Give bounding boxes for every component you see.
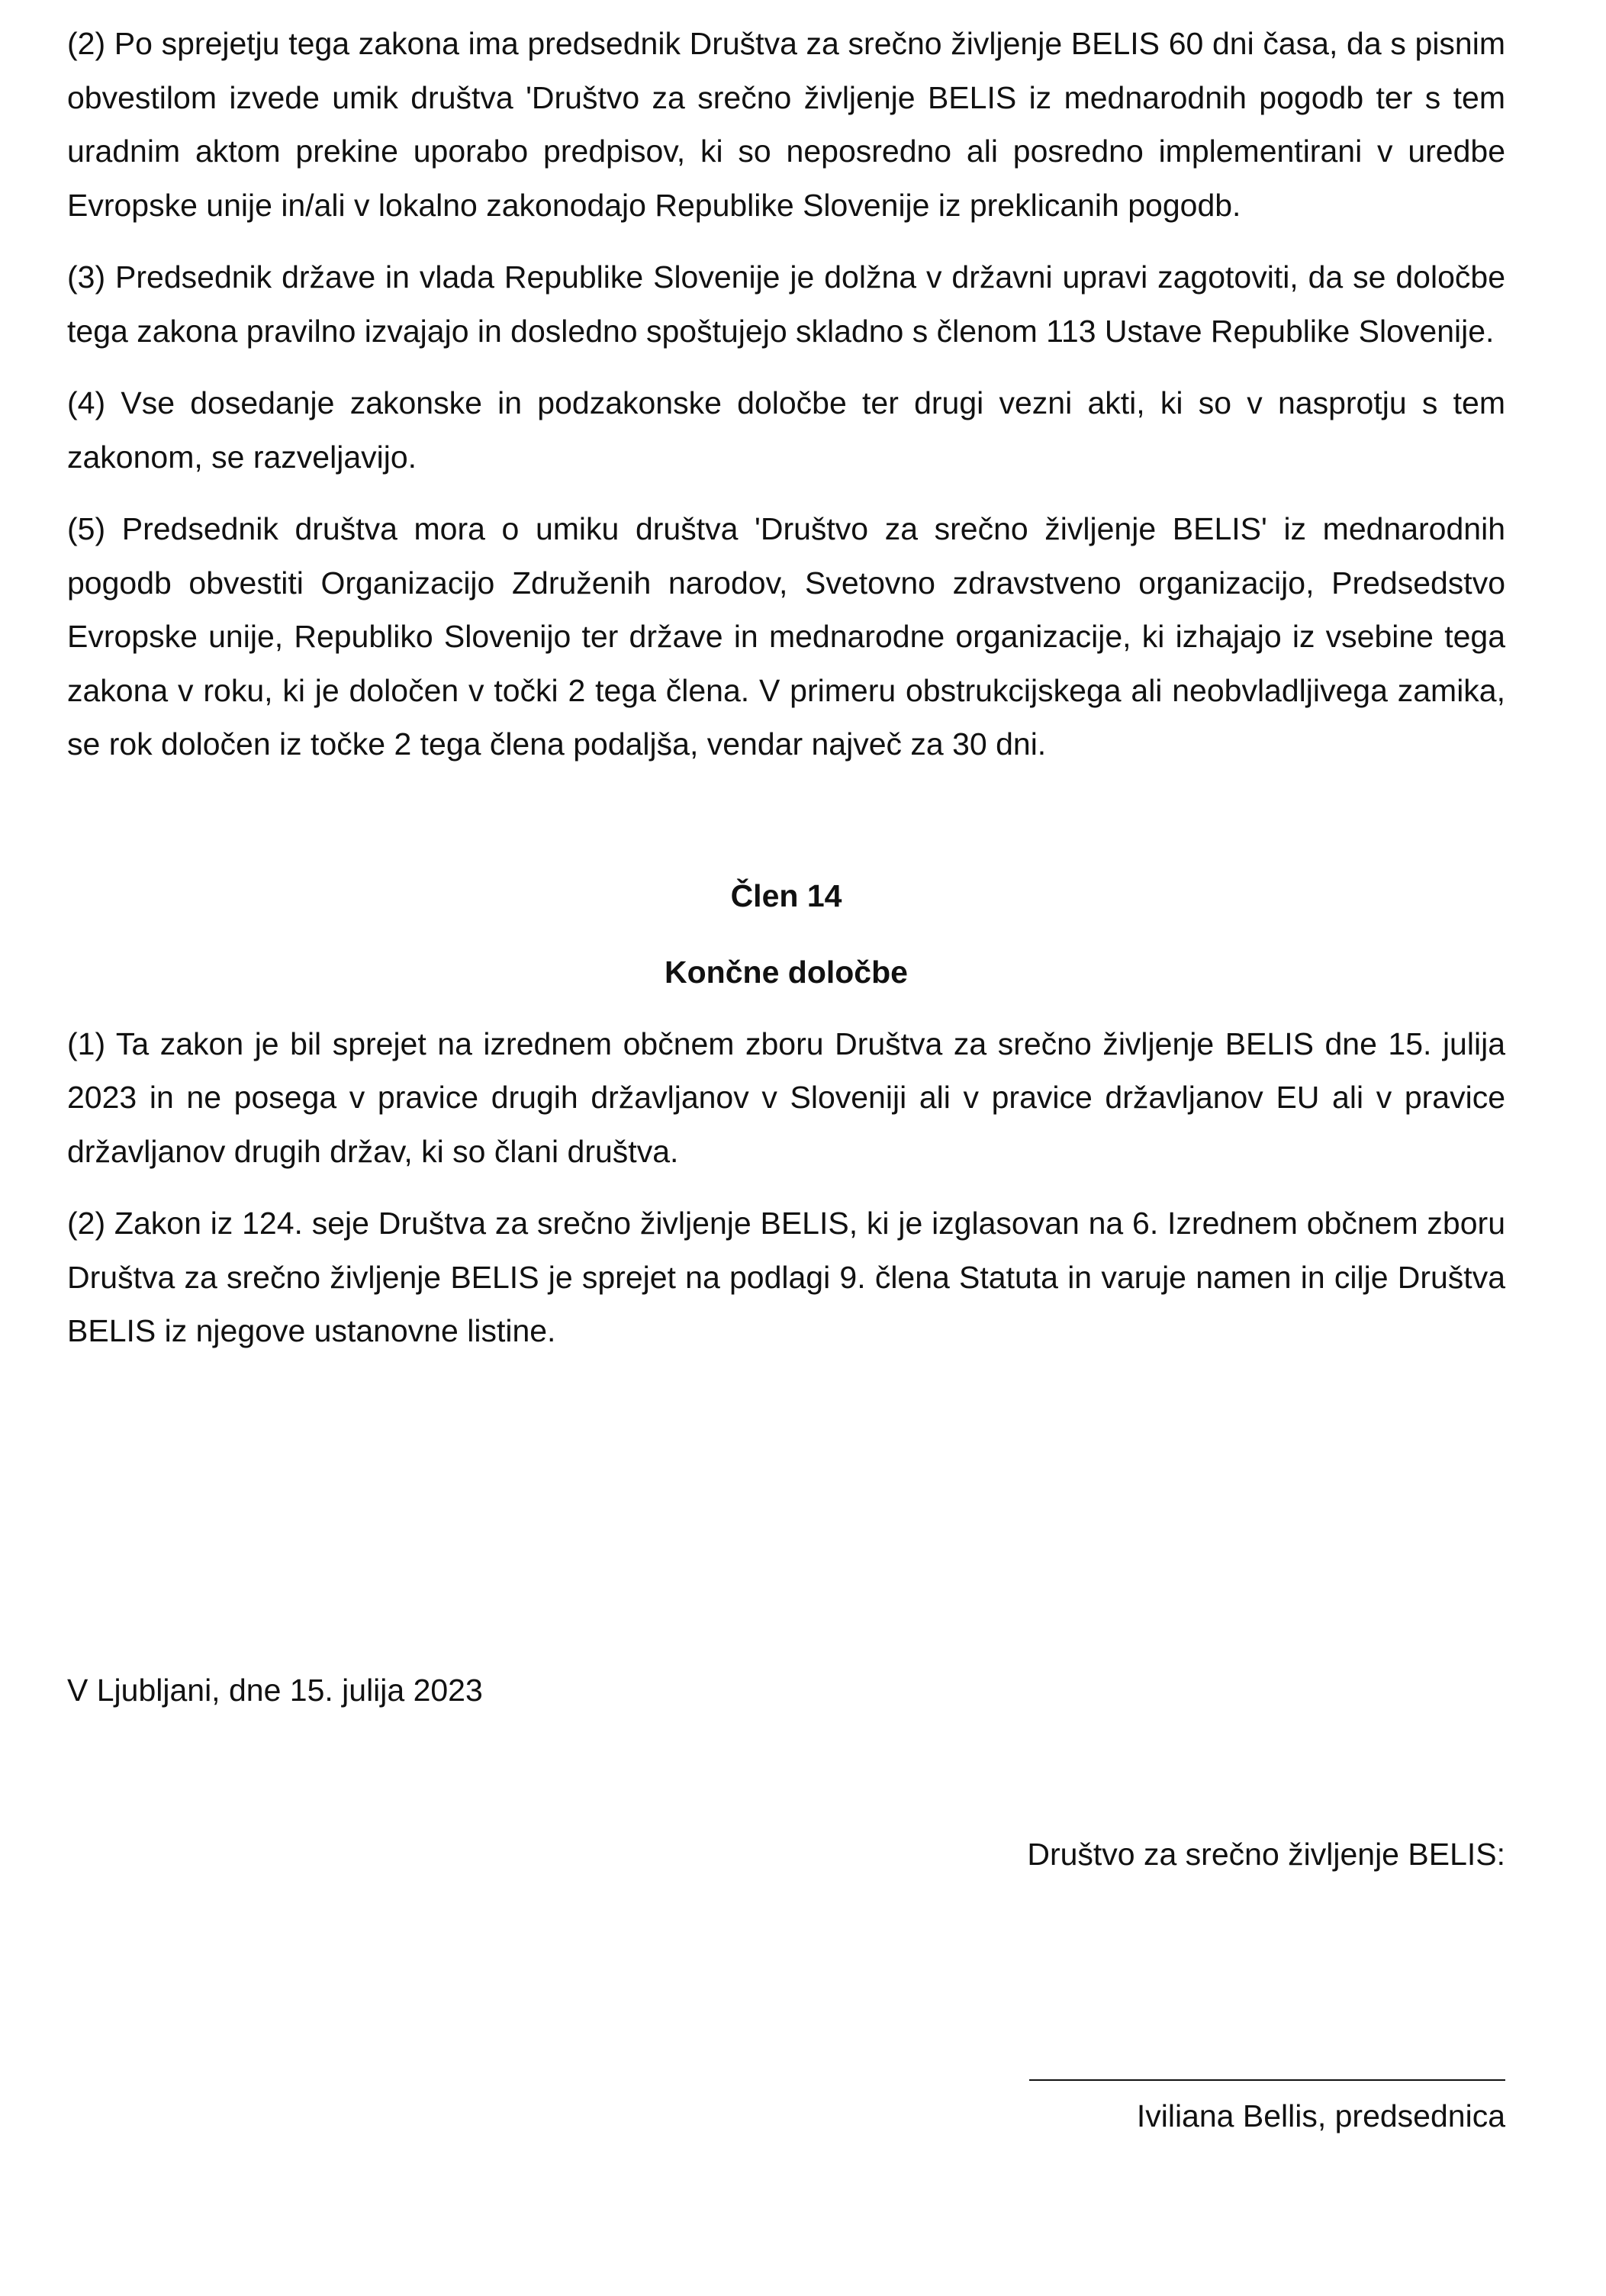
signature-line [1029,2079,1505,2081]
article-number-heading: Člen 14 [730,878,842,913]
paragraph-4: (4) Vse dosedanje zakonske in podzakonske določbe ter drugi vezni akti, ki so v nasprotju s tem zakonom, se razveljavijo. [67,385,1505,475]
article-paragraph-2: (2) Zakon iz 124. seje Društva za srečno življenje BELIS, ki je izglasovan na 6. Izrednem občnem zboru Društva za srečno življenje BELIS je sprejet na podlagi 9. člena Statuta in varuje namen in cilje Društva BELIS iz njegove ustanovne listine. [67,1206,1505,1348]
article-title-heading: Končne določbe [665,954,908,990]
paragraph-2: (2) Po sprejetju tega zakona ima predsednik Društva za srečno življenje BELIS 60 dni časa, da s pisnim obvestilom izvede umik društva 'Društvo za srečno življenje BELIS iz mednarodnih pogodb ter s tem uradnim aktom prekine uporabo predpisov, ki so neposredno ali posredno implementirani v uredbe Evropske unije in/ali v lokalno zakonodajo Republike Slovenije iz preklicanih pogodb. [67,26,1505,223]
article-paragraph-1: (1) Ta zakon je bil sprejet na izrednem občnem zboru Društva za srečno življenje BELIS dne 15. julija 2023 in ne posega v pravice drugih državljanov v Sloveniji ali v pravice državljanov EU ali v pravice državljanov drugih držav, ki so člani društva. [67,1026,1505,1169]
paragraph-5: (5) Predsednik društva mora o umiku društva 'Društvo za srečno življenje BELIS' iz mednarodnih pogodb obvestiti Organizacijo Združenih narodov, Svetovno zdravstveno organizacijo, Predsedstvo Evropske unije, Republiko Slovenijo ter države in mednarodne organizacije, ki izhajajo iz vsebine tega zakona v roku, ki je določen v točki 2 tega člena. V primeru obstrukcijskega ali neobvladljivega zamika, se rok določen iz točke 2 tega člena podaljša, vendar največ za 30 dni. [67,511,1505,762]
document-page [67,17,1505,1377]
signatory-organization: Društvo za srečno življenje BELIS: [1027,1837,1505,1872]
paragraph-3: (3) Predsednik države in vlada Republike Slovenije je dolžna v državni upravi zagotoviti, da se določbe tega zakona pravilno izvajajo in dosledno spoštujejo skladno s členom 113 Ustave Republike Slovenije. [67,259,1505,349]
place-and-date: V Ljubljani, dne 15. julija 2023 [67,1673,483,1708]
signatory-name: Iviliana Bellis, predsednica [1136,2098,1505,2133]
